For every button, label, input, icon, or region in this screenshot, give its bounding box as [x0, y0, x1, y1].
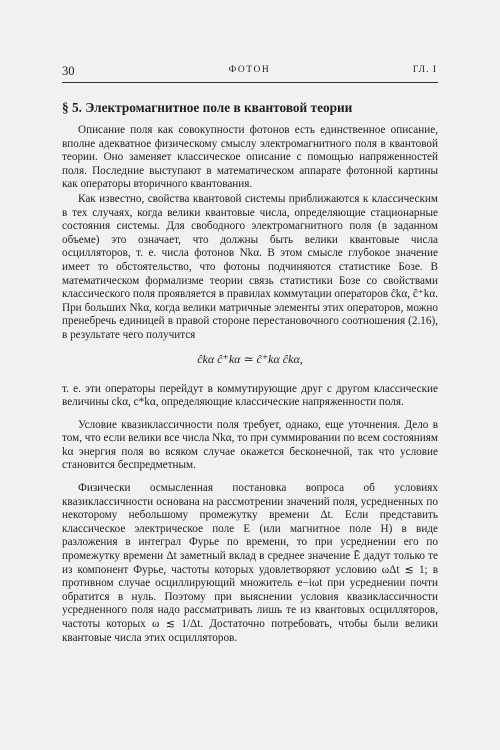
running-title: ФОТОН — [228, 65, 271, 75]
paragraph-3: т. е. эти операторы перейдут в коммутирующие друг с другом классические величины ckα, c*kα, определяющие классические напряженности поля. — [62, 382, 438, 409]
formula — [62, 353, 438, 371]
page-number: 30 — [62, 64, 75, 78]
formula-text: ĉkα ĉ⁺kα ≃ ĉ⁺kα ĉkα, — [197, 351, 303, 366]
paragraph-4: Условие квазиклассичности поля требует, однако, еще уточнения. Дело в том, что если велики все числа Nkα, то при суммировании по всем состояниям kα энергия поля во всяком случае окажется бесконечной, так что условие становится беспредметным. — [62, 418, 438, 472]
section-title: § 5. Электромагнитное поле в квантовой теории — [62, 100, 353, 115]
header-rule — [62, 82, 438, 83]
paragraph-5: Физически осмысленная постановка вопроса об условиях квазиклассичности основана на рассмотрении значений поля, усредненных по некоторому небольшому промежутку времени Δt. Если представить классическое электрическое поле E (или магнитное поле H) в виде разложения в интеграл Фурье по времени, то при усреднении его по промежутку времени Δt заметный вклад в среднее значение Ē дадут только те из компонент Фурье, частоты которых удовлетворяют условию ωΔt ≲ 1; в противном случае осциллирующий множитель e−iωt при усреднении почти обратится в нуль. Поэтому при выяснении условия квазиклассичности усредненного поля надо рассматривать лишь те из квантовых осцилляторов, частоты которых ω ≲ 1/Δt. Достаточно потребовать, чтобы были велики квантовые числа этих осцилляторов. — [62, 482, 438, 644]
body-text — [62, 124, 438, 645]
paragraph-1: Описание поля как совокупности фотонов есть единственное описание, вполне адекватное физическому смыслу электромагнитного поля в квантовой теории. Оно заменяет классическое описание с помощью напряженностей поля. Последние выступают в математическом аппарате фотонной картины как операторы вторичного квантования. — [62, 124, 438, 191]
running-head — [62, 64, 437, 80]
paragraph-2: Как известно, свойства квантовой системы приближаются к классическим в тех случаях, когда велики квантовые числа, определяющие стационарные состояния системы. Для свободного электромагнитного поля (в заданном объеме) это означает, что должны быть велики квантовые числа осцилляторов, т. е. числа фотонов Nkα. В этом смысле глубокое значение имеет то обстоятельство, что фотоны подчиняются статистике Бозе. В математическом формализме теории связь статистики Бозе со свойствами классического поля проявляется в правилах коммутации операторов ĉkα, ĉ⁺kα. При больших Nkα, когда велики матричные элементы этих операторов, можно пренебречь единицей в правой стороне перестановочного соотношения (2.16), в результате чего получится — [62, 192, 438, 341]
chapter-label: ГЛ. I — [412, 65, 437, 75]
